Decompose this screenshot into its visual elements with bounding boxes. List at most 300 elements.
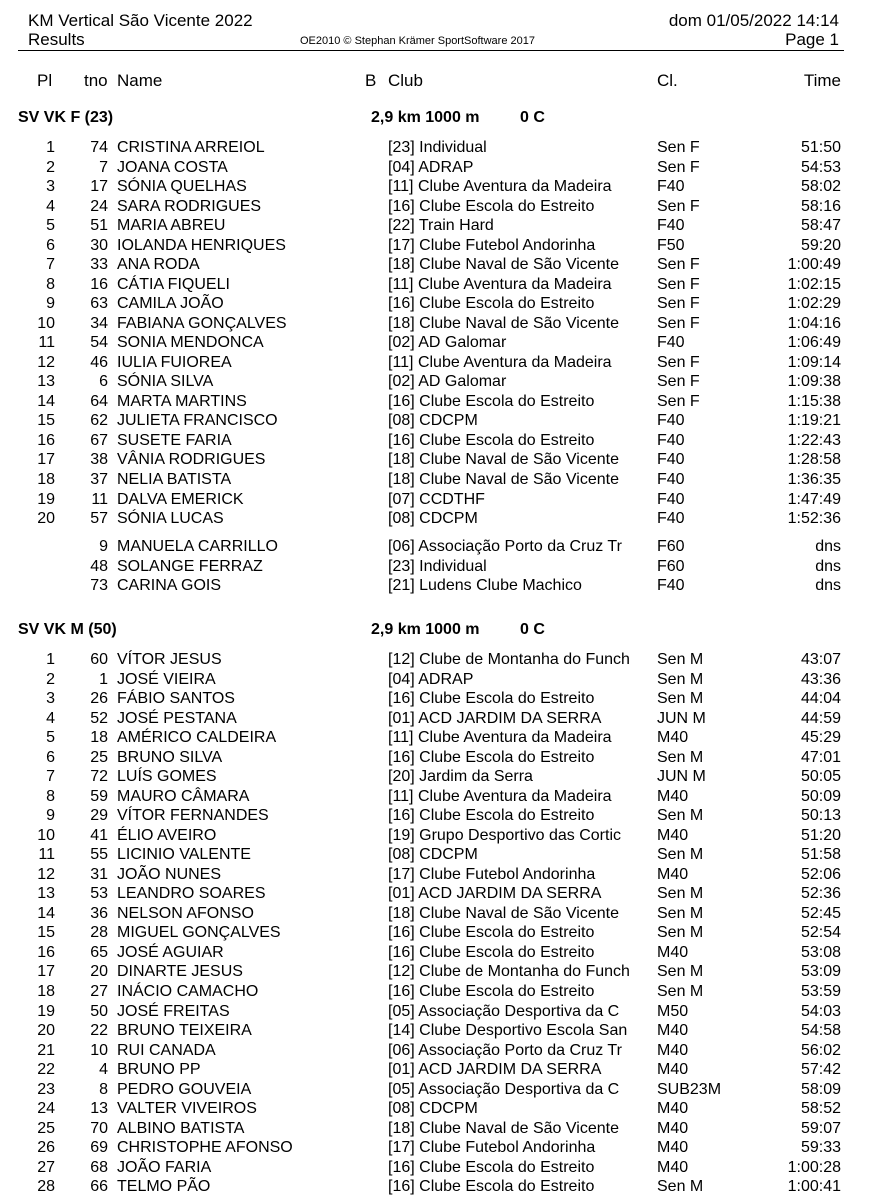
result-class: F40 [657,178,685,196]
result-name: BRUNO PP [117,1061,201,1079]
result-row [0,158,875,178]
result-row [0,557,875,577]
result-club: [02] AD Galomar [388,373,507,391]
result-class: F40 [657,412,685,430]
result-place: 16 [37,943,55,961]
result-time: 54:58 [800,1022,841,1040]
result-name: IOLANDA HENRIQUES [117,236,286,254]
result-place: 6 [46,748,55,766]
result-row [0,197,875,217]
result-row [0,884,875,904]
result-time: 1:19:21 [787,412,841,430]
result-club: [16] Clube Escola do Estreito [388,295,595,313]
result-name: CAMILA JOÃO [117,295,224,313]
result-name: BRUNO SILVA [117,748,223,766]
result-name: RUI CANADA [117,1041,216,1059]
result-name: JOSÉ FREITAS [117,1002,230,1020]
result-row [0,689,875,709]
result-tno: 34 [90,314,108,332]
result-time: 58:02 [800,178,841,196]
result-club: [16] Clube Escola do Estreito [388,1178,595,1196]
result-tno: 4 [99,1061,108,1079]
result-club: [01] ACD JARDIM DA SERRA [388,885,602,903]
result-tno: 62 [90,412,108,430]
result-tno: 28 [90,924,108,942]
result-tno: 54 [90,334,108,352]
result-name: JOÃO FARIA [117,1158,212,1176]
result-club: [11] Clube Aventura da Madeira [388,729,612,747]
software-copyright: OE2010 © Stephan Krämer SportSoftware 2017 [300,35,535,47]
result-tno: 8 [99,1080,108,1098]
result-club: [20] Jardim da Serra [388,768,533,786]
result-time: 59:33 [800,1139,841,1157]
result-tno: 66 [90,1178,108,1196]
result-club: [21] Ludens Clube Machico [388,577,582,594]
result-place: 8 [46,275,55,293]
result-tno: 67 [90,431,108,449]
result-class: Sen M [657,748,704,766]
result-time: 52:54 [800,924,841,942]
result-club: [11] Clube Aventura da Madeira [388,353,612,371]
result-class: F50 [657,236,685,254]
result-row [0,333,875,353]
result-time: 47:01 [800,748,841,766]
result-row [0,470,875,490]
result-tno: 38 [90,451,108,469]
result-club: [17] Clube Futebol Andorinha [388,1139,596,1157]
result-time: 45:29 [800,729,841,747]
result-class: F60 [657,538,685,555]
result-tno: 74 [90,139,108,156]
result-place: 2 [46,670,55,688]
result-row [0,1158,875,1178]
result-club: [18] Clube Naval de São Vicente [388,904,619,922]
result-club: [07] CCDTHF [388,490,485,508]
result-name: DALVA EMERICK [117,490,244,508]
result-class: M40 [657,1041,689,1059]
result-row [0,865,875,885]
result-row [0,709,875,729]
result-name: VÍTOR FERNANDES [117,807,269,825]
result-class: Sen F [657,392,700,410]
result-row [0,431,875,451]
result-time: 1:09:14 [787,353,841,371]
result-tno: 30 [90,236,108,254]
result-time: 1:47:49 [787,490,841,508]
result-club: [16] Clube Escola do Estreito [388,690,595,708]
result-place: 26 [37,1139,55,1157]
result-tno: 16 [90,275,108,293]
result-club: [18] Clube Naval de São Vicente [388,471,619,488]
result-name: NELIA BATISTA [117,471,232,488]
result-row [0,748,875,768]
result-time: 56:02 [800,1041,841,1059]
print-datetime: dom 01/05/2022 14:14 [668,11,839,30]
result-time: 1:02:15 [787,275,841,293]
result-place: 21 [37,1041,55,1059]
column-header-tno: tno [84,71,108,90]
result-class: Sen M [657,885,704,903]
result-time: 43:36 [800,670,841,688]
result-class: F40 [657,431,685,449]
result-time: 51:50 [800,139,841,156]
result-time: 1:15:38 [787,392,841,410]
result-place: 11 [38,334,55,352]
result-class: F40 [657,577,685,594]
result-club: [16] Clube Escola do Estreito [388,1158,595,1176]
result-place: 20 [37,510,55,528]
result-place: 17 [37,451,55,469]
result-name: JOÃO NUNES [117,865,222,883]
result-tno: 24 [90,197,108,215]
course-controls: 0 C [520,109,545,126]
result-time: 53:09 [800,963,841,981]
result-class: F60 [657,557,685,575]
result-time: 50:13 [800,807,841,825]
result-class: Sen M [657,983,704,1000]
column-header-club: Club [388,71,423,90]
result-place: 5 [46,217,55,235]
result-club: [08] CDCPM [388,412,478,430]
result-tno: 68 [90,1158,108,1176]
result-tno: 41 [90,826,108,844]
result-place: 4 [46,709,55,727]
result-row [0,138,875,158]
result-tno: 72 [90,768,108,786]
result-club: [16] Clube Escola do Estreito [388,943,595,961]
result-time: 1:22:43 [787,431,841,449]
result-time: 44:04 [800,690,841,708]
result-time: 52:36 [800,885,841,903]
result-time: 54:03 [800,1002,841,1020]
result-club: [18] Clube Naval de São Vicente [388,1119,619,1137]
result-name: ANA RODA [117,256,200,274]
result-class: Sen F [657,158,700,176]
result-name: INÁCIO CAMACHO [117,983,259,1000]
result-club: [12] Clube de Montanha do Funch [388,963,630,981]
result-club: [08] CDCPM [388,1100,478,1118]
result-class: M40 [657,1100,689,1118]
result-row [0,177,875,197]
result-club: [05] Associação Desportiva da C [388,1080,620,1098]
result-time: 58:47 [800,217,841,235]
result-place: 15 [37,412,55,430]
result-tno: 29 [90,807,108,825]
result-time: dns [815,577,841,594]
result-tno: 70 [90,1119,108,1137]
result-class: F40 [657,471,685,488]
result-place: 25 [37,1119,55,1137]
result-club: [16] Clube Escola do Estreito [388,197,595,215]
result-place: 3 [46,690,55,708]
result-club: [08] CDCPM [388,846,478,864]
result-club: [18] Clube Naval de São Vicente [388,314,619,332]
result-row [0,490,875,510]
result-club: [23] Individual [388,139,487,156]
result-row [0,450,875,470]
result-place: 9 [46,295,55,313]
result-class: F40 [657,510,685,528]
result-tno: 60 [90,651,108,668]
document-subtitle: Results [28,30,85,49]
result-tno: 51 [90,217,108,235]
result-row [0,728,875,748]
header-divider [18,50,844,51]
result-name: DINARTE JESUS [117,963,243,981]
result-place: 1 [46,651,55,668]
result-class: SUB23M [657,1080,722,1098]
result-tno: 9 [99,538,108,555]
result-tno: 13 [90,1100,108,1118]
result-place: 13 [37,373,55,391]
result-time: 44:59 [800,709,841,727]
result-name: FABIANA GONÇALVES [117,314,287,332]
result-place: 6 [46,236,55,254]
result-class: M40 [657,1139,689,1157]
result-tno: 50 [90,1002,108,1020]
column-header-class: Cl. [657,71,678,90]
result-tno: 26 [90,690,108,708]
result-name: JOSÉ VIEIRA [117,670,216,688]
result-place: 18 [37,471,55,488]
category-title: SV VK F (23) [18,109,114,126]
result-tno: 1 [99,670,108,688]
result-class: Sen M [657,690,704,708]
result-name: ALBINO BATISTA [117,1119,245,1137]
result-place: 7 [46,768,55,786]
result-tno: 36 [90,904,108,922]
result-time: 53:08 [800,943,841,961]
result-tno: 57 [90,510,108,528]
result-name: ÉLIO AVEIRO [117,826,217,844]
result-name: IULIA FUIOREA [117,353,232,371]
result-place: 17 [37,963,55,981]
result-class: Sen M [657,670,704,688]
result-row [0,372,875,392]
result-time: 43:07 [800,651,841,668]
result-row [0,216,875,236]
column-header-time: Time [803,71,841,90]
result-club: [18] Clube Naval de São Vicente [388,451,619,469]
result-class: M40 [657,826,689,844]
result-class: M40 [657,1022,689,1040]
result-row [0,353,875,373]
result-row [0,923,875,943]
result-club: [17] Clube Futebol Andorinha [388,865,596,883]
result-tno: 73 [90,577,108,594]
result-class: Sen M [657,807,704,825]
result-class: Sen M [657,924,704,942]
result-name: MAURO CÂMARA [117,787,250,805]
result-club: [17] Clube Futebol Andorinha [388,236,596,254]
result-class: M40 [657,943,689,961]
result-name: AMÉRICO CALDEIRA [117,729,277,747]
result-row [0,294,875,314]
result-row [0,1099,875,1119]
result-time: dns [815,538,841,555]
result-row [0,1177,875,1197]
result-name: VÂNIA RODRIGUES [117,451,266,469]
result-time: 51:58 [800,846,841,864]
column-header-name: Name [117,71,163,90]
result-time: 54:53 [800,158,841,176]
result-club: [11] Clube Aventura da Madeira [388,787,612,805]
result-tno: 11 [91,490,108,508]
result-place: 11 [38,846,55,864]
category-title: SV VK M (50) [18,621,117,638]
result-tno: 31 [90,865,108,883]
result-time: 57:42 [800,1061,841,1079]
result-club: [14] Clube Desportivo Escola San [388,1022,628,1040]
result-class: M40 [657,1158,689,1176]
result-time: 58:16 [800,197,841,215]
result-class: M50 [657,1002,689,1020]
result-place: 23 [37,1080,55,1098]
result-class: Sen F [657,275,700,293]
result-place: 19 [37,1002,55,1020]
column-header-b: B [365,71,377,90]
result-time: 1:09:38 [787,373,841,391]
result-tno: 17 [90,178,108,196]
result-club: [05] Associação Desportiva da C [388,1002,620,1020]
result-row [0,411,875,431]
result-time: 58:09 [800,1080,841,1098]
result-name: TELMO PÃO [117,1178,211,1196]
result-row [0,982,875,1002]
result-name: SUSETE FARIA [117,431,232,449]
result-tno: 65 [90,943,108,961]
result-club: [16] Clube Escola do Estreito [388,983,595,1000]
result-tno: 20 [90,963,108,981]
result-place: 15 [37,924,55,942]
result-place: 13 [37,885,55,903]
result-name: SOLANGE FERRAZ [117,557,263,575]
result-club: [18] Clube Naval de São Vicente [388,256,619,274]
result-class: Sen F [657,353,700,371]
result-time: 1:00:28 [787,1158,841,1176]
result-tno: 64 [90,392,108,410]
result-name: BRUNO TEIXEIRA [117,1022,252,1040]
result-place: 10 [37,826,55,844]
result-tno: 10 [90,1041,108,1059]
result-time: 1:04:16 [787,314,841,332]
result-row [0,392,875,412]
result-club: [16] Clube Escola do Estreito [388,392,595,410]
result-row [0,767,875,787]
result-row [0,650,875,670]
result-tno: 6 [99,373,108,391]
result-row [0,962,875,982]
result-name: JOANA COSTA [117,158,228,176]
result-time: 1:06:49 [787,334,841,352]
result-name: CRISTINA ARREIOL [117,139,265,156]
result-row [0,826,875,846]
result-class: F40 [657,490,685,508]
result-name: JOSÉ PESTANA [117,709,237,727]
result-place: 5 [46,729,55,747]
result-class: M40 [657,1061,689,1079]
result-tno: 48 [90,557,108,575]
result-name: SÓNIA LUCAS [117,510,224,528]
result-place: 8 [46,787,55,805]
result-name: CHRISTOPHE AFONSO [117,1139,293,1157]
result-name: SONIA MENDONCA [117,334,264,352]
result-club: [23] Individual [388,557,487,575]
result-class: Sen F [657,373,700,391]
result-club: [11] Clube Aventura da Madeira [388,275,612,293]
result-row [0,509,875,529]
result-place: 7 [46,256,55,274]
result-name: CARINA GOIS [117,577,222,594]
result-club: [12] Clube de Montanha do Funch [388,651,630,668]
result-row [0,943,875,963]
result-class: M40 [657,787,689,805]
result-time: 1:00:41 [787,1178,841,1196]
result-name: MIGUEL GONÇALVES [117,924,281,942]
result-club: [06] Associação Porto da Cruz Tr [388,538,622,555]
result-tno: 37 [90,471,108,488]
result-place: 4 [46,197,55,215]
result-place: 28 [37,1178,55,1196]
result-class: Sen M [657,904,704,922]
result-place: 24 [37,1100,55,1118]
result-time: 1:52:36 [787,510,841,528]
result-tno: 7 [99,158,108,176]
result-class: Sen M [657,963,704,981]
event-title: KM Vertical São Vicente 2022 [28,11,253,30]
result-time: 1:00:49 [787,256,841,274]
result-class: F40 [657,217,685,235]
result-place: 12 [37,865,55,883]
result-club: [01] ACD JARDIM DA SERRA [388,1061,602,1079]
result-tno: 52 [90,709,108,727]
course-controls: 0 C [520,621,545,638]
result-club: [02] AD Galomar [388,334,507,352]
result-place: 16 [37,431,55,449]
result-place: 22 [37,1061,55,1079]
result-place: 2 [46,158,55,176]
column-header-place: Pl [37,71,53,90]
result-name: MARTA MARTINS [117,392,247,410]
result-club: [04] ADRAP [388,158,474,176]
result-club: [01] ACD JARDIM DA SERRA [388,709,602,727]
result-place: 19 [37,490,55,508]
result-row [0,236,875,256]
course-length: 2,9 km 1000 m [371,109,480,126]
result-class: Sen F [657,139,700,156]
result-time: 1:36:35 [787,471,841,488]
result-class: Sen M [657,651,704,668]
result-club: [19] Grupo Desportivo das Cortic [388,826,621,844]
result-class: JUN M [657,768,706,786]
result-time: 53:59 [800,983,841,1000]
result-name: VÍTOR JESUS [117,651,222,668]
result-row [0,1041,875,1061]
result-row [0,1002,875,1022]
result-row [0,1119,875,1139]
result-club: [11] Clube Aventura da Madeira [388,178,612,196]
result-tno: 46 [90,353,108,371]
page-number: Page 1 [785,30,839,49]
result-class: M40 [657,1119,689,1137]
result-club: [16] Clube Escola do Estreito [388,431,595,449]
result-tno: 18 [90,729,108,747]
result-row [0,1021,875,1041]
result-name: JOSÉ AGUIAR [117,943,224,961]
result-time: 50:05 [800,768,841,786]
result-name: NELSON AFONSO [117,904,254,922]
result-name: MARIA ABREU [117,217,226,235]
